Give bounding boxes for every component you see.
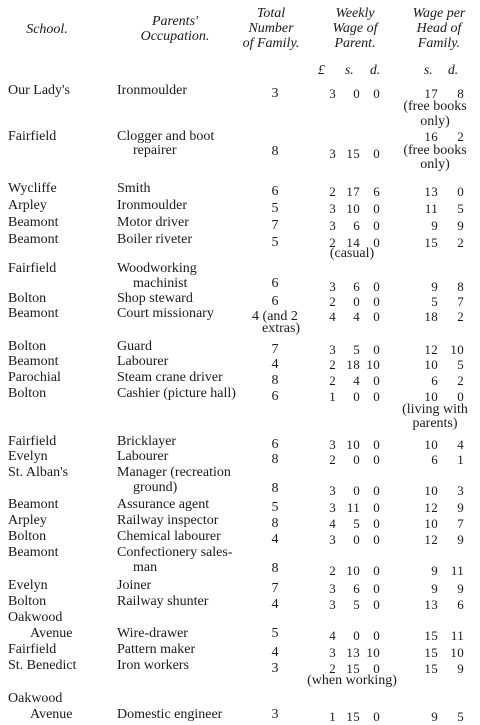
family-size-cell: 5 <box>271 626 279 641</box>
family-size-cell-cont: extras) <box>262 321 301 336</box>
head-shillings-cell: 15 <box>424 628 438 643</box>
header-wage-per-head: Wage per Head of Family. <box>412 6 466 51</box>
wage-pounds-cell: 3 <box>329 279 336 294</box>
head-pence-cell: 9 <box>457 500 464 515</box>
head-pence-cell: 1 <box>457 452 464 467</box>
wage-pence-cell: 0 <box>373 709 380 724</box>
school-cell-cont: Avenue <box>30 707 73 722</box>
head-shillings-cell: 9 <box>431 218 438 233</box>
family-size-cell: 7 <box>271 218 279 233</box>
school-cell: Bolton <box>8 339 47 354</box>
wage-pence-cell: 0 <box>373 294 380 309</box>
head-shillings-cell: 18 <box>424 309 438 324</box>
wage-pence-cell: 0 <box>373 342 380 357</box>
head-pence-cell: 10 <box>450 342 464 357</box>
school-cell: Evelyn <box>8 449 48 464</box>
wage-pounds-cell: 2 <box>329 294 336 309</box>
header-family: Total Number of Family. <box>242 6 300 51</box>
occupation-cell: Manager (recreation <box>117 465 231 480</box>
occupation-cell-cont: ground) <box>133 480 178 495</box>
family-size-cell: 3 <box>271 661 279 676</box>
head-pence-cell: 8 <box>457 86 464 101</box>
school-cell: Bolton <box>8 594 47 609</box>
wage-pounds-cell: 3 <box>329 86 336 101</box>
occupation-cell: Wire-drawer <box>117 626 188 641</box>
wage-pounds-cell: 3 <box>329 483 336 498</box>
head-pence-cell: 11 <box>450 563 464 578</box>
family-size-cell: 8 <box>271 481 279 496</box>
head-shillings-cell: 12 <box>424 500 438 515</box>
unit-shillings: s. <box>345 62 354 77</box>
wage-shillings-cell: 10 <box>346 437 360 452</box>
head-note: only) <box>420 157 450 172</box>
wage-pence-cell: 0 <box>373 452 380 467</box>
wage-pence-cell: 0 <box>373 373 380 388</box>
family-size-cell: 7 <box>271 581 279 596</box>
head-pence-cell: 9 <box>457 218 464 233</box>
school-cell: Bolton <box>8 386 47 401</box>
head-pence-cell: 7 <box>457 516 464 531</box>
occupation-cell: Boiler riveter <box>117 232 193 247</box>
school-cell: Arpley <box>8 198 47 213</box>
wage-pence-cell: 0 <box>373 516 380 531</box>
wage-pence-cell: 0 <box>373 661 380 676</box>
school-cell: Parochial <box>8 370 61 385</box>
wage-shillings-cell: 10 <box>346 201 360 216</box>
head-note: (free books <box>403 99 467 114</box>
wage-shillings-cell: 5 <box>353 342 360 357</box>
head-pence-cell: 0 <box>457 184 464 199</box>
occupation-cell: Cashier (picture hall) <box>117 386 236 401</box>
school-cell: Beamont <box>8 215 59 230</box>
wage-pounds-cell: 3 <box>329 342 336 357</box>
wage-shillings-cell: 5 <box>353 516 360 531</box>
wage-pounds-cell: 3 <box>329 146 336 161</box>
occupation-cell: Guard <box>117 339 152 354</box>
wage-pence-cell: 0 <box>373 581 380 596</box>
head-shillings-cell: 10 <box>424 483 438 498</box>
school-cell: Beamont <box>8 497 59 512</box>
wage-pounds-cell: 4 <box>329 309 336 324</box>
wage-pounds-cell: 1 <box>329 389 336 404</box>
wage-pounds-cell: 1 <box>329 709 336 724</box>
school-cell: Beamont <box>8 354 59 369</box>
wage-shillings-cell: 6 <box>353 279 360 294</box>
head-note: (living with <box>402 402 468 417</box>
head-pence-cell: 10 <box>450 645 464 660</box>
family-size-cell: 5 <box>271 235 279 250</box>
head-shillings-cell: 6 <box>431 373 438 388</box>
wage-pounds-cell: 3 <box>329 597 336 612</box>
family-size-cell: 6 <box>271 184 279 199</box>
family-size-cell: 8 <box>271 516 279 531</box>
occupation-cell: Ironmoulder <box>117 198 187 213</box>
head-note: only) <box>420 114 450 129</box>
occupation-cell: Clogger and boot <box>117 129 215 144</box>
wage-note: (when working) <box>307 673 397 688</box>
occupation-cell: Pattern maker <box>117 642 196 657</box>
wage-pounds-cell: 3 <box>329 500 336 515</box>
wage-pence-cell: 0 <box>373 218 380 233</box>
occupation-cell: Assurance agent <box>117 497 210 512</box>
family-size-cell: 4 (and 2 <box>252 309 298 324</box>
wage-shillings-cell: 11 <box>346 500 360 515</box>
school-cell: Fairfield <box>8 129 57 144</box>
occupation-cell: Chemical labourer <box>117 529 221 544</box>
unit-head-shillings: s. <box>424 62 433 77</box>
school-cell: Bolton <box>8 291 47 306</box>
wage-shillings-cell: 0 <box>353 483 360 498</box>
school-cell: Arpley <box>8 513 47 528</box>
head-pence-cell: 6 <box>457 597 464 612</box>
wage-shillings-cell: 6 <box>353 581 360 596</box>
occupation-cell-cont: machinist <box>133 276 188 291</box>
wage-pounds-cell: 2 <box>329 452 336 467</box>
wage-pence-cell: 0 <box>373 437 380 452</box>
occupation-cell: Bricklayer <box>117 434 177 449</box>
wage-pence-cell: 0 <box>373 628 380 643</box>
head-shillings-cell: 9 <box>431 279 438 294</box>
wage-pence-cell: 0 <box>373 500 380 515</box>
school-cell: Evelyn <box>8 578 48 593</box>
wage-shillings-cell: 4 <box>353 373 360 388</box>
wage-pounds-cell: 2 <box>329 563 336 578</box>
school-cell: Oakwood <box>8 691 63 706</box>
wage-shillings-cell: 0 <box>353 452 360 467</box>
header-school: School. <box>26 22 68 37</box>
school-cell: Beamont <box>8 306 59 321</box>
school-cell: Oakwood <box>8 610 63 625</box>
wage-pounds-cell: 4 <box>329 628 336 643</box>
wage-shillings-cell: 0 <box>353 86 360 101</box>
wage-shillings-cell: 15 <box>346 661 360 676</box>
header-weekly-wage: Weekly Wage of Parent. <box>332 6 378 51</box>
head-pence-cell: 0 <box>457 389 464 404</box>
wage-pence-cell: 0 <box>373 146 380 161</box>
school-cell: St. Benedict <box>8 658 77 673</box>
family-size-cell: 8 <box>271 561 279 576</box>
unit-pence: d. <box>370 62 381 77</box>
wage-pence-cell: 0 <box>373 86 380 101</box>
head-pence-cell: 11 <box>450 628 464 643</box>
occupation-cell: Confectionery sales- <box>117 545 233 560</box>
wage-shillings-cell: 17 <box>346 184 360 199</box>
family-size-cell: 8 <box>271 144 279 159</box>
occupation-cell-cont: repairer <box>133 143 177 158</box>
occupation-cell: Smith <box>117 181 151 196</box>
wage-pounds-cell: 3 <box>329 581 336 596</box>
occupation-cell: Railway shunter <box>117 594 209 609</box>
head-note: (free books <box>403 143 467 158</box>
head-shillings-cell: 15 <box>424 645 438 660</box>
wage-pence-cell: 6 <box>373 184 380 199</box>
school-cell: Fairfield <box>8 434 57 449</box>
wage-note: (casual) <box>329 246 375 261</box>
wage-pence-cell: 0 <box>373 597 380 612</box>
occupation-cell: Joiner <box>117 578 152 593</box>
wage-shillings-cell: 0 <box>353 532 360 547</box>
wage-shillings-cell: 14 <box>346 235 360 250</box>
head-pence-cell: 2 <box>457 235 464 250</box>
wage-shillings-cell: 0 <box>353 628 360 643</box>
wage-pounds-cell: 3 <box>329 437 336 452</box>
occupation-cell: Woodworking <box>117 261 197 276</box>
wage-pence-cell: 0 <box>373 309 380 324</box>
head-shillings-cell: 17 <box>424 86 438 101</box>
wage-pounds-cell: 2 <box>329 661 336 676</box>
wage-pounds-cell: 3 <box>329 645 336 660</box>
wage-pounds-cell: 2 <box>329 357 336 372</box>
head-shillings-cell: 13 <box>424 597 438 612</box>
family-size-cell: 3 <box>271 707 279 722</box>
school-cell: Fairfield <box>8 261 57 276</box>
occupation-cell: Steam crane driver <box>117 370 223 385</box>
school-cell: St. Alban's <box>8 465 69 480</box>
head-shillings-cell: 10 <box>424 516 438 531</box>
wage-pence-cell: 10 <box>366 645 380 660</box>
wage-shillings-cell: 15 <box>346 709 360 724</box>
head-shillings-cell: 15 <box>424 661 438 676</box>
wage-pounds-cell: 4 <box>329 516 336 531</box>
head-shillings-cell: 9 <box>431 581 438 596</box>
family-size-cell: 4 <box>271 645 279 660</box>
unit-head-pence: d. <box>448 62 459 77</box>
head-pence-cell: 5 <box>457 201 464 216</box>
head-note: parents) <box>412 416 458 431</box>
head-pence-cell: 2 <box>457 129 464 144</box>
family-size-cell: 7 <box>271 342 279 357</box>
head-shillings-cell: 10 <box>424 437 438 452</box>
occupation-cell-cont: man <box>133 560 158 575</box>
wage-pence-cell: 0 <box>373 563 380 578</box>
head-pence-cell: 8 <box>457 279 464 294</box>
occupation-cell: Railway inspector <box>117 513 219 528</box>
wage-pence-cell: 0 <box>373 235 380 250</box>
wage-shillings-cell: 5 <box>353 597 360 612</box>
school-cell: Our Lady's <box>8 83 71 98</box>
wage-shillings-cell: 0 <box>353 389 360 404</box>
wage-shillings-cell: 10 <box>346 563 360 578</box>
family-size-cell: 8 <box>271 373 279 388</box>
head-shillings-cell: 15 <box>424 235 438 250</box>
family-size-cell: 6 <box>271 389 279 404</box>
unit-pounds: £ <box>318 62 325 77</box>
family-size-cell: 5 <box>271 201 279 216</box>
wage-pounds-cell: 3 <box>329 532 336 547</box>
family-size-cell: 5 <box>271 500 279 515</box>
occupation-cell: Labourer <box>117 449 169 464</box>
head-shillings-cell: 16 <box>424 129 438 144</box>
occupation-cell: Labourer <box>117 354 169 369</box>
head-pence-cell: 5 <box>457 709 464 724</box>
head-pence-cell: 9 <box>457 532 464 547</box>
head-pence-cell: 2 <box>457 309 464 324</box>
family-size-cell: 4 <box>271 532 279 547</box>
wage-pounds-cell: 3 <box>329 201 336 216</box>
head-shillings-cell: 12 <box>424 532 438 547</box>
school-cell: Bolton <box>8 529 47 544</box>
head-shillings-cell: 10 <box>424 389 438 404</box>
wage-shillings-cell: 15 <box>346 146 360 161</box>
wage-pounds-cell: 2 <box>329 184 336 199</box>
family-size-cell: 6 <box>271 276 279 291</box>
family-size-cell: 3 <box>271 86 279 101</box>
wage-pence-cell: 0 <box>373 483 380 498</box>
wage-shillings-cell: 0 <box>353 294 360 309</box>
head-pence-cell: 7 <box>457 294 464 309</box>
header-occupation: Parents' Occupation. <box>140 14 210 44</box>
head-shillings-cell: 12 <box>424 342 438 357</box>
head-shillings-cell: 10 <box>424 357 438 372</box>
wage-pence-cell: 0 <box>373 201 380 216</box>
head-pence-cell: 2 <box>457 373 464 388</box>
wage-shillings-cell: 18 <box>346 357 360 372</box>
wage-shillings-cell: 6 <box>353 218 360 233</box>
occupation-cell: Court missionary <box>117 306 214 321</box>
wage-pence-cell: 0 <box>373 279 380 294</box>
wage-pounds-cell: 3 <box>329 218 336 233</box>
wage-pounds-cell: 2 <box>329 235 336 250</box>
school-cell: Beamont <box>8 545 59 560</box>
occupation-cell: Ironmoulder <box>117 83 187 98</box>
school-cell: Fairfield <box>8 642 57 657</box>
wage-pence-cell: 10 <box>366 357 380 372</box>
occupation-cell: Iron workers <box>117 658 189 673</box>
school-cell: Beamont <box>8 232 59 247</box>
wage-shillings-cell: 4 <box>353 309 360 324</box>
head-pence-cell: 3 <box>457 483 464 498</box>
occupation-cell: Domestic engineer <box>117 707 223 722</box>
wage-pence-cell: 0 <box>373 389 380 404</box>
school-cell: Wycliffe <box>8 181 57 196</box>
school-cell-cont: Avenue <box>30 626 73 641</box>
head-shillings-cell: 13 <box>424 184 438 199</box>
head-shillings-cell: 6 <box>431 452 438 467</box>
occupation-cell: Motor driver <box>117 215 189 230</box>
head-pence-cell: 9 <box>457 581 464 596</box>
wage-shillings-cell: 13 <box>346 645 360 660</box>
wage-pence-cell: 0 <box>373 532 380 547</box>
wage-pounds-cell: 2 <box>329 373 336 388</box>
family-size-cell: 8 <box>271 452 279 467</box>
head-pence-cell: 5 <box>457 357 464 372</box>
head-shillings-cell: 9 <box>431 709 438 724</box>
family-size-cell: 4 <box>271 357 279 372</box>
family-size-cell: 6 <box>271 437 279 452</box>
occupation-cell: Shop steward <box>117 291 193 306</box>
head-shillings-cell: 5 <box>431 294 438 309</box>
head-shillings-cell: 9 <box>431 563 438 578</box>
family-size-cell: 6 <box>271 294 279 309</box>
head-shillings-cell: 11 <box>424 201 438 216</box>
family-size-cell: 4 <box>271 597 279 612</box>
head-pence-cell: 4 <box>457 437 464 452</box>
head-pence-cell: 9 <box>457 661 464 676</box>
